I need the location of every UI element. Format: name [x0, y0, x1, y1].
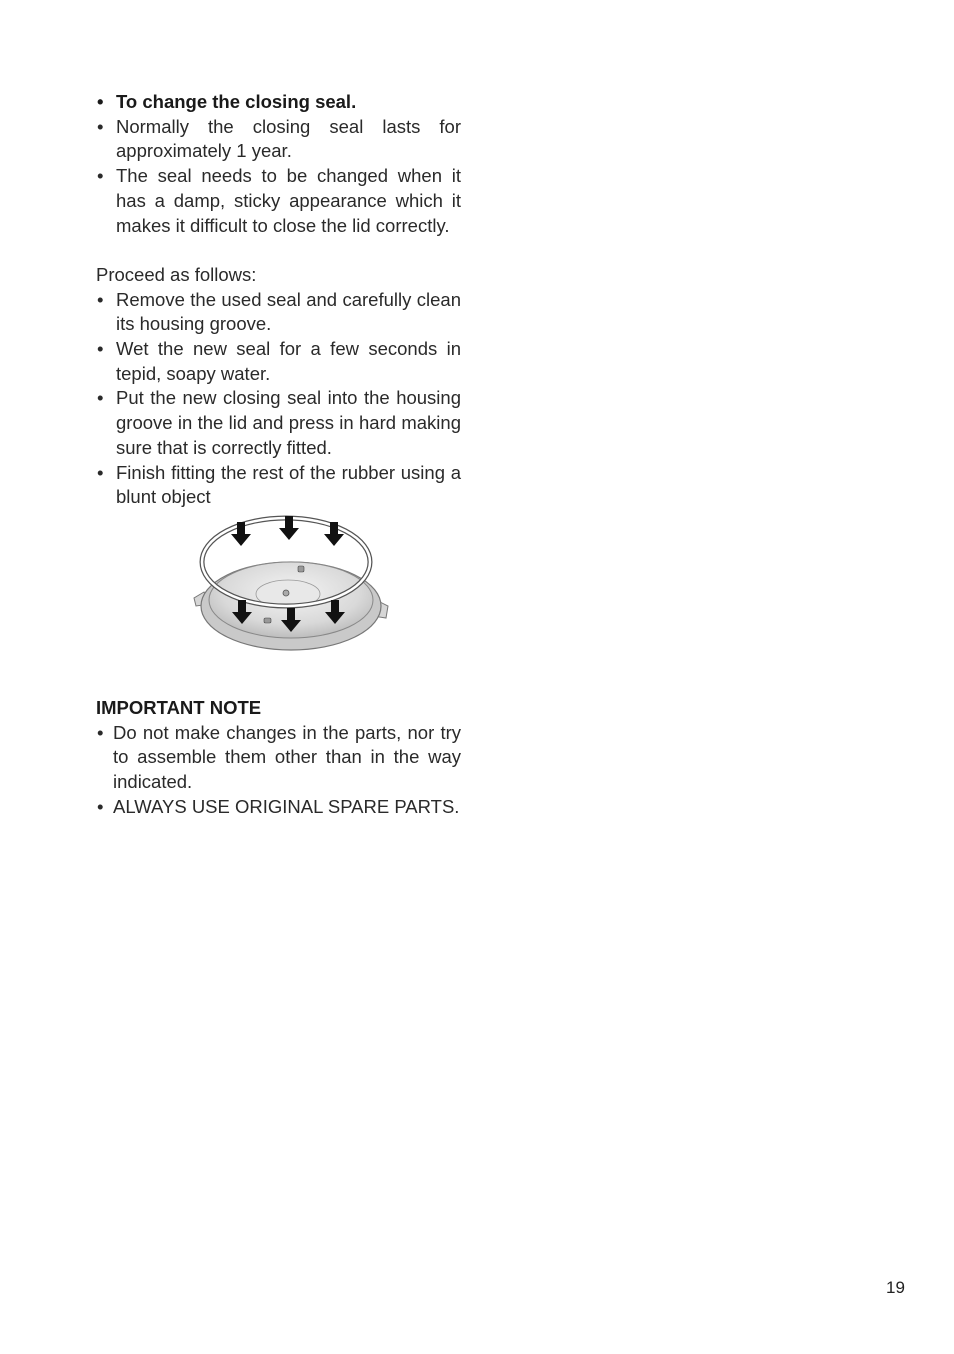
- page-number: 19: [886, 1278, 905, 1297]
- procedure-intro: Proceed as follows:: [96, 263, 257, 285]
- bullet: •: [97, 115, 104, 137]
- list-item: • Do not make changes in the parts, nor try to assemble them other than in the way indicated.: [97, 721, 461, 793]
- list-item: • Remove the used seal and carefully clean its housing groove.: [97, 288, 461, 335]
- list-item: • The seal needs to be changed when it has a damp, sticky appearance which it makes it difficult to close the lid correctly.: [97, 165, 461, 236]
- important-note-heading: IMPORTANT NOTE: [96, 696, 262, 718]
- lid-and-seal-diagram: [192, 514, 392, 656]
- seal-fitting-illustration: [96, 510, 461, 682]
- bullet: •: [97, 721, 104, 743]
- list-item: • ALWAYS USE ORIGINAL SPARE PARTS.: [96, 795, 461, 820]
- bullet: •: [97, 338, 104, 360]
- list-item: • Wet the new seal for a few seconds in tepid, soapy water.: [97, 338, 461, 384]
- bullet: •: [97, 165, 104, 187]
- list-item: • Finish fitting the rest of the rubber using a blunt object: [97, 461, 461, 508]
- list-item: • Put the new closing seal into the housing groove in the lid and press in hard making sure that is correctly fitted.: [97, 387, 461, 458]
- bullet: •: [97, 795, 104, 817]
- pressure-valve-icon: [298, 566, 304, 572]
- bullet: •: [97, 461, 104, 483]
- valve-icon: [283, 590, 289, 596]
- safety-valve-icon: [264, 618, 271, 623]
- bullet: •: [97, 387, 104, 409]
- list-item: • Normally the closing seal lasts for approximately 1 year.: [97, 115, 461, 162]
- bullet: •: [97, 288, 104, 310]
- text-column: [96, 90, 461, 819]
- bullet: •: [97, 91, 104, 112]
- section-title: • To change the closing seal.: [96, 90, 461, 115]
